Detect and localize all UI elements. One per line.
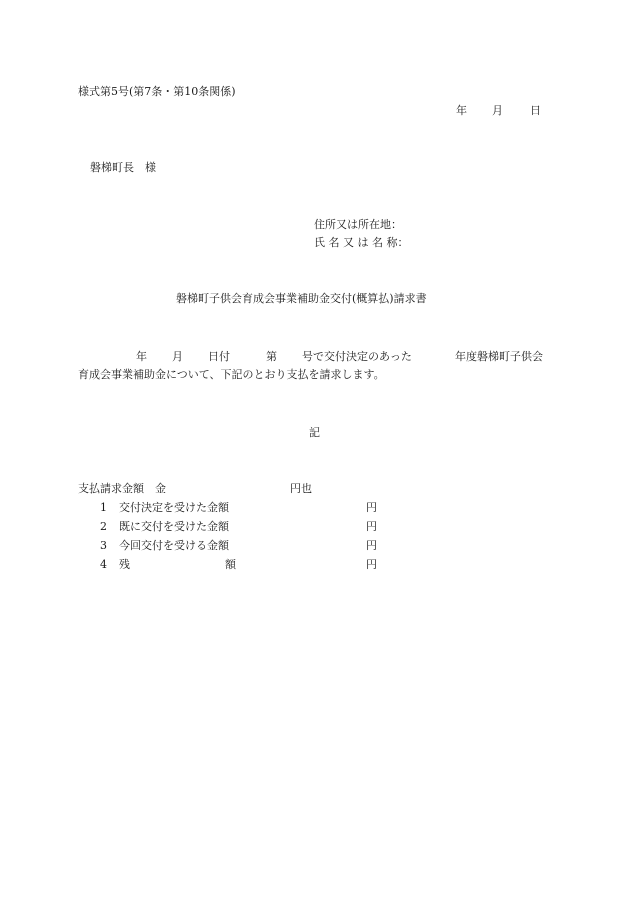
item-3-label: 今回交付を受ける金額 — [119, 539, 229, 552]
document-title: 磐梯町子供会育成会事業補助金交付(概算払)請求書 — [176, 292, 427, 305]
ki-heading: 記 — [309, 426, 320, 439]
item-4-unit: 円 — [366, 558, 377, 571]
item-1-number: 1 — [100, 501, 107, 514]
body-dai: 第 — [266, 350, 277, 363]
item-3-unit: 円 — [366, 539, 377, 552]
addressee: 磐梯町長 様 — [90, 161, 156, 174]
item-2-number: 2 — [100, 520, 107, 533]
request-label: 支払請求金額 金 — [78, 482, 166, 495]
item-4-label-b: 額 — [225, 558, 236, 571]
date-month: 月 — [492, 104, 503, 117]
body-day: 日付 — [208, 350, 230, 363]
name-label: 氏 名 又 は 名 称： — [314, 236, 409, 249]
body-month: 月 — [172, 350, 183, 363]
body-line-2: 育成会事業補助金について、下記のとおり支払を請求します。 — [78, 368, 385, 381]
body-decision: 号で交付決定のあった — [302, 350, 412, 363]
date-line — [456, 105, 541, 116]
item-2-unit: 円 — [366, 520, 377, 533]
item-4-number: 4 — [100, 558, 107, 571]
address-label: 住所又は所在地： — [314, 218, 402, 231]
item-4-label-a: 残 — [119, 558, 130, 571]
item-1-label: 交付決定を受けた金額 — [119, 501, 229, 514]
date-day: 日 — [530, 104, 541, 117]
item-2-label: 既に交付を受けた金額 — [119, 520, 229, 533]
body-year: 年 — [136, 350, 147, 363]
form-number: 様式第5号(第7条・第10条関係) — [78, 85, 236, 98]
request-unit: 円也 — [290, 482, 312, 495]
body-fiscal: 年度磐梯町子供会 — [455, 350, 543, 363]
item-1-unit: 円 — [366, 501, 377, 514]
date-year: 年 — [456, 104, 467, 117]
item-3-number: 3 — [100, 539, 107, 552]
